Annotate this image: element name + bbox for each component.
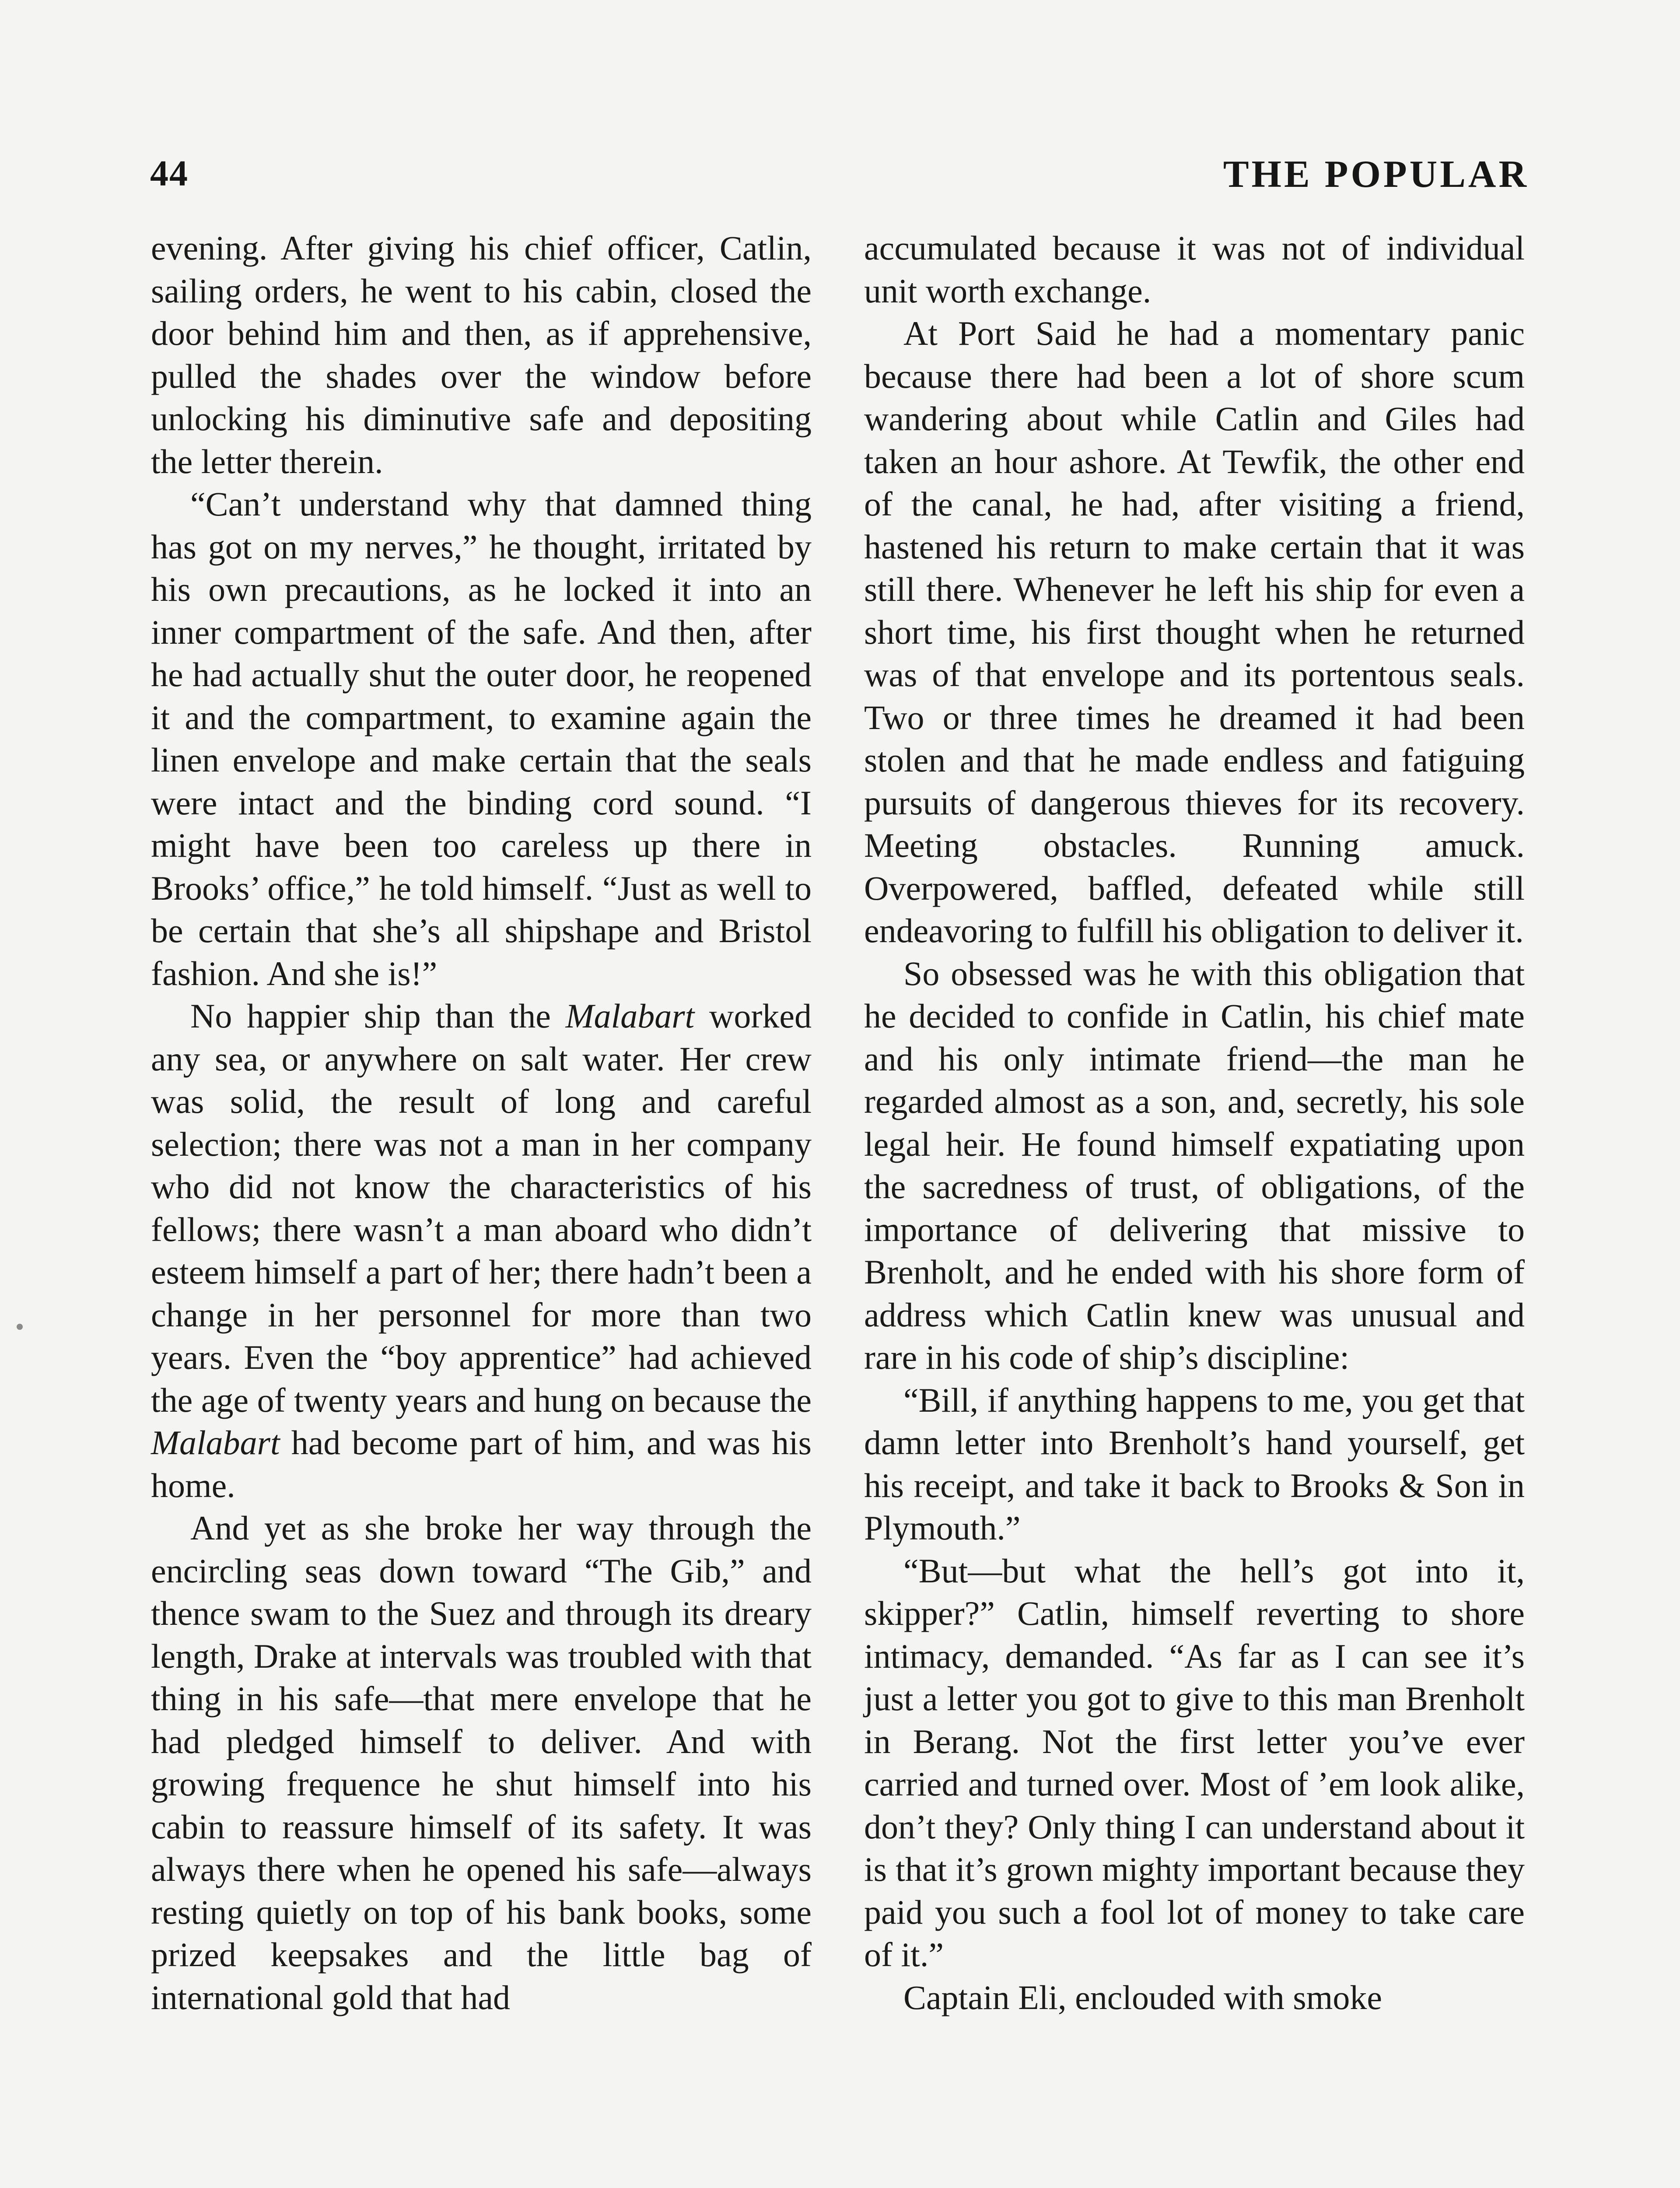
ship-name: Malabart bbox=[565, 997, 695, 1035]
right-text-column bbox=[864, 227, 1525, 2019]
paragraph: Captain Eli, enclouded with smoke bbox=[903, 1978, 1382, 2016]
paragraph: At Port Said he had a momentary panic because there had been a lot of shore scum wandering about while Catlin and Giles had taken an hour ashore. At Tewfik, the other end of the canal, he had, after visiting a friend, hastened his return to make certain that it was still there. Whenever he left his ship for even a short time, his first thought when he returned was of that envelope and its portentous seals. Two or three times he dreamed it had been stolen and that he made endless and fatiguing pursuits of dangerous thieves for its recovery. Meeting obstacles. Running amuck. Overpowered, baffled, defeated while still endeavoring to fulfill his obligation to deliver it. bbox=[864, 314, 1525, 950]
text-run: had become part of him, and was his home. bbox=[151, 1424, 812, 1504]
running-head-title: THE POPULAR bbox=[1223, 153, 1529, 196]
paragraph: “But—but what the hell’s got into it, skipper?” Catlin, himself reverting to shore intimacy, demanded. “As far as I can see it’s just a letter you got to give to this man Brenholt in Berang. Not the first letter you’ve ever carried and turned over. Most of ’em look alike, don’t they? Only thing I can understand about it is that it’s grown mighty important because they paid you such a fool lot of money to take care of it.” bbox=[864, 1551, 1525, 1974]
page-header bbox=[150, 152, 1529, 200]
paragraph: “Bill, if anything happens to me, you get that damn letter into Brenholt’s hand yourself, get his receipt, and take it back to Brooks & Son in Plymouth.” bbox=[864, 1381, 1525, 1547]
paper-speck bbox=[17, 1324, 23, 1330]
paragraph: accumulated because it was not of individual unit worth exchange. bbox=[864, 229, 1525, 310]
text-run: worked any sea, or anywhere on salt water. Her crew was solid, the result of long and careful selection; there was not a man in her company who did not know the characteristics of his fellows; there wasn’t a man aboard who didn’t esteem himself a part of her; there hadn’t been a change in her personnel for more than two years. Even the “boy apprentice” had achieved the age of twenty years and hung on because the bbox=[151, 997, 812, 1419]
paragraph bbox=[151, 995, 812, 1507]
paragraph: And yet as she broke her way through the encircling seas down toward “The Gib,” and thence swam to the Suez and through its dreary length, Drake at intervals was troubled with that thing in his safe—that mere envelope that he had pledged himself to deliver. And with growing frequence he shut himself into his cabin to reassure himself of its safety. It was always there when he opened his safe—always resting quietly on top of his bank books, some prized keepsakes and the little bag of international gold that had bbox=[151, 1509, 812, 2016]
paragraph: “Can’t understand why that damned thing has got on my nerves,” he thought, irritated by his own precautions, as he locked it into an inner compartment of the safe. And then, after he had actually shut the outer door, he reopened it and the compartment, to examine again the linen envelope and make certain that the seals were intact and the binding cord sound. “I might have been too careless up there in Brooks’ office,” he told himself. “Just as well to be certain that she’s all shipshape and Bristol fashion. And she is!” bbox=[151, 485, 812, 992]
left-text-column bbox=[151, 227, 812, 2019]
paragraph: So obsessed was he with this obligation that he decided to confide in Catlin, his chief mate and his only intimate friend—the man he regarded almost as a son, and, secretly, his sole legal heir. He found himself expatiating upon the sacredness of trust, of obligations, of the importance of delivering that missive to Brenholt, and he ended with his shore form of address which Catlin knew was unusual and rare in his code of ship’s discipline: bbox=[864, 954, 1525, 1376]
paragraph: evening. After giving his chief officer, Catlin, sailing orders, he went to his cabin, closed the door behind him and then, as if apprehensive, pulled the shades over the window before unlocking his diminutive safe and depositing the letter therein. bbox=[151, 229, 812, 480]
text-run: No happier ship than the bbox=[190, 997, 566, 1035]
ship-name: Malabart bbox=[151, 1424, 280, 1462]
page-number: 44 bbox=[150, 153, 189, 194]
